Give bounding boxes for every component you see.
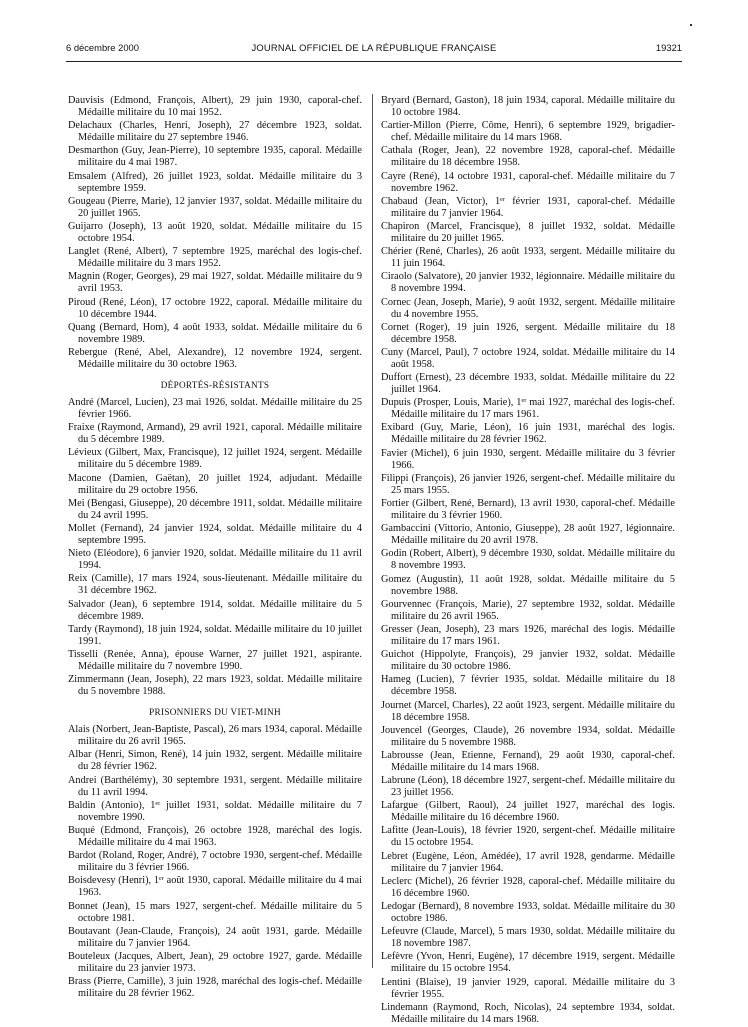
- header-date: 6 décembre 2000: [66, 42, 139, 53]
- list-item: Gresser (Jean, Joseph), 23 mars 1926, maréchal des logis. Médaille militaire du 17 mars 1961.: [381, 623, 675, 647]
- list-item: Chabaud (Jean, Victor), 1ᵉʳ février 1931, caporal-chef. Médaille militaire du 7 janvier 1964.: [381, 195, 675, 219]
- list-item: Godin (Robert, Albert), 9 décembre 1930, soldat. Médaille militaire du 8 novembre 1993.: [381, 548, 675, 572]
- list-item: Gourvennec (François, Marie), 27 septembre 1932, soldat. Médaille militaire du 26 avril 1965.: [381, 598, 675, 622]
- list-item: Dupuis (Prosper, Louis, Marie), 1ᵉʳ mai 1927, maréchal des logis-chef. Médaille militaire du 17 mars 1961.: [381, 397, 675, 421]
- list-item: Quang (Bernard, Hom), 4 août 1933, soldat. Médaille militaire du 6 novembre 1989.: [68, 321, 362, 345]
- list-item: Duffort (Ernest), 23 décembre 1933, soldat. Médaille militaire du 22 juillet 1964.: [381, 372, 675, 396]
- list-item: Jouvencel (Georges, Claude), 26 novembre 1934, soldat. Médaille militaire du 5 novembre 1988.: [381, 724, 675, 748]
- list-item: Fortier (Gilbert, René, Bernard), 13 avril 1930, caporal-chef. Médaille militaire du 3 février 1960.: [381, 498, 675, 522]
- list-item: Hameg (Lucien), 7 février 1935, soldat. Médaille militaire du 18 décembre 1958.: [381, 674, 675, 698]
- list-item: Zimmermann (Jean, Joseph), 22 mars 1923, soldat. Médaille militaire du 5 novembre 1988.: [68, 674, 362, 698]
- list-item: Magnin (Roger, Georges), 29 mai 1927, soldat. Médaille militaire du 9 avril 1953.: [68, 271, 362, 295]
- list-item: Tardy (Raymond), 18 juin 1924, soldat. Médaille militaire du 10 juillet 1991.: [68, 623, 362, 647]
- list-item: Delachaux (Charles, Henri, Joseph), 27 décembre 1923, soldat. Médaille militaire du 27 septembre 1946.: [68, 120, 362, 144]
- list-item: Chapiron (Marcel, Francisque), 8 juillet 1932, soldat. Médaille militaire du 20 juillet 1965.: [381, 220, 675, 244]
- list-item: Langlet (René, Albert), 7 septembre 1925, maréchal des logis-chef. Médaille militaire du 3 mars 1952.: [68, 246, 362, 270]
- list-item: Andrei (Barthélémy), 30 septembre 1931, sergent. Médaille militaire du 11 avril 1994.: [68, 774, 362, 798]
- page-header: [66, 42, 682, 58]
- list-item: Cornec (Jean, Joseph, Marie), 9 août 1932, sergent. Médaille militaire du 4 novembre 1955.: [381, 296, 675, 320]
- list-item: Reix (Camille), 17 mars 1924, sous-lieutenant. Médaille militaire du 31 décembre 1962.: [68, 573, 362, 597]
- list-item: Bonnet (Jean), 15 mars 1927, sergent-chef. Médaille militaire du 5 octobre 1981.: [68, 900, 362, 924]
- scan-speck: [690, 24, 692, 26]
- section-heading-prisonniers: PRISONNIERS DU VIET-MINH: [149, 707, 281, 718]
- list-item: Cathala (Roger, Jean), 22 novembre 1928, caporal-chef. Médaille militaire du 18 décembre 1958.: [381, 145, 675, 169]
- list-item: Emsalem (Alfred), 26 juillet 1923, soldat. Médaille militaire du 3 septembre 1959.: [68, 170, 362, 194]
- list-item: Journet (Marcel, Charles), 22 août 1923, sergent. Médaille militaire du 18 décembre 1958.: [381, 699, 675, 723]
- list-item: Mollet (Fernand), 24 janvier 1924, soldat. Médaille militaire du 4 septembre 1995.: [68, 522, 362, 546]
- list-item: Boisdevesy (Henri), 1ᵉʳ août 1930, caporal. Médaille militaire du 4 mai 1963.: [68, 875, 362, 899]
- list-item: Boutavant (Jean-Claude, François), 24 août 1931, garde. Médaille militaire du 7 janvier 1964.: [68, 925, 362, 949]
- page-number: 19321: [655, 42, 682, 53]
- list-item: André (Marcel, Lucien), 23 mai 1926, soldat. Médaille militaire du 25 février 1966.: [68, 397, 362, 421]
- list-item: Cornet (Roger), 19 juin 1926, sergent. Médaille militaire du 18 décembre 1958.: [381, 321, 675, 345]
- list-item: Labrune (Léon), 18 décembre 1927, sergent-chef. Médaille militaire du 23 juillet 1956.: [381, 775, 676, 799]
- list-item: Salvador (Jean), 6 septembre 1914, soldat. Médaille militaire du 5 décembre 1989.: [68, 598, 362, 622]
- list-item: Piroud (René, Léon), 17 octobre 1922, caporal. Médaille militaire du 10 décembre 1944.: [68, 296, 362, 320]
- list-item: Bryard (Bernard, Gaston), 18 juin 1934, caporal. Médaille militaire du 10 octobre 1984.: [381, 95, 675, 119]
- list-item: Macone (Damien, Gaëtan), 20 juillet 1924, adjudant. Médaille militaire du 29 octobre 1956.: [68, 472, 362, 496]
- list-item: Fraixe (Raymond, Armand), 29 avril 1921, caporal. Médaille militaire du 5 décembre 1989.: [68, 422, 362, 446]
- list-item: Albar (Henri, Simon, René), 14 juin 1932, sergent. Médaille militaire du 28 février 1962.: [68, 749, 362, 773]
- list-item: Cayre (René), 14 octobre 1931, caporal-chef. Médaille militaire du 7 novembre 1962.: [381, 170, 675, 194]
- prisonniers-list: [68, 724, 362, 1000]
- list-item: Mei (Bengasi, Giuseppe), 20 décembre 1911, soldat. Médaille militaire du 24 avril 1995.: [68, 497, 362, 521]
- list-item: Favier (Michel), 6 juin 1930, sergent. Médaille militaire du 3 février 1966.: [381, 447, 675, 471]
- list-item: Lebret (Eugène, Léon, Amédée), 17 avril 1928, gendarme. Médaille militaire du 7 janvier 1964.: [381, 850, 675, 874]
- list-item: Lafitte (Jean-Louis), 18 février 1920, sergent-chef. Médaille militaire du 15 octobre 1954.: [381, 825, 675, 849]
- column-divider: [372, 94, 373, 968]
- list-item: Labrousse (Jean, Etienne, Fernand), 29 août 1930, caporal-chef. Médaille militaire du 14 mars 1968.: [381, 749, 675, 773]
- list-item: Bouteleux (Jacques, Albert, Jean), 29 octobre 1927, garde. Médaille militaire du 23 janvier 1973.: [68, 950, 362, 974]
- list-item: Alais (Norbert, Jean-Baptiste, Pascal), 26 mars 1934, caporal. Médaille militaire du 26 avril 1965.: [68, 724, 362, 748]
- list-item: Guichot (Hippolyte, François), 29 janvier 1932, soldat. Médaille militaire du 30 octobre 1986.: [381, 649, 675, 673]
- list-item: Leclerc (Michel), 26 février 1928, caporal-chef. Médaille militaire du 16 décembre 1960.: [381, 875, 675, 899]
- list-item: Dauvisis (Edmond, François, Albert), 29 juin 1930, caporal-chef. Médaille militaire du 10 mai 1952.: [68, 95, 362, 119]
- header-title: JOURNAL OFFICIEL DE LA RÉPUBLIQUE FRANÇAISE: [251, 42, 497, 53]
- list-item: Exibard (Guy, Marie, Léon), 16 juin 1931, maréchal des logis. Médaille militaire du 28 février 1962.: [381, 422, 675, 446]
- list-item: Cuny (Marcel, Paul), 7 octobre 1924, soldat. Médaille militaire du 14 août 1958.: [381, 346, 675, 370]
- deportes-list: [68, 397, 362, 698]
- list-item: Lefèvre (Yvon, Henri, Eugène), 17 décembre 1919, sergent. Médaille militaire du 15 octobre 1954.: [381, 951, 675, 975]
- left-column: [68, 95, 362, 1001]
- list-item: Ciraolo (Salvatore), 20 janvier 1932, légionnaire. Médaille militaire du 8 novembre 1994.: [381, 271, 675, 295]
- list-item: Bardot (Roland, Roger, André), 7 octobre 1930, sergent-chef. Médaille militaire du 3 février 1966.: [68, 850, 362, 874]
- list-item: Buqué (Edmond, François), 26 octobre 1928, maréchal des logis. Médaille militaire du 4 mai 1963.: [68, 824, 362, 849]
- list-item: Chérier (René, Charles), 26 août 1933, sergent. Médaille militaire du 11 juin 1964.: [381, 246, 675, 270]
- list-item: Lafargue (Gilbert, Raoul), 24 juillet 1927, maréchal des logis. Médaille militaire du 16 décembre 1960.: [381, 800, 675, 824]
- list-item: Desmarthon (Guy, Jean-Pierre), 10 septembre 1935, caporal. Médaille militaire du 4 mai 1987.: [68, 145, 362, 169]
- list-item: Cartier-Millon (Pierre, Côme, Henri), 6 septembre 1929, brigadier-chef. Médaille militaire du 14 mars 1968.: [381, 120, 675, 144]
- list-item: Baldin (Antonio), 1ᵉʳ juillet 1931, soldat. Médaille militaire du 7 novembre 1990.: [68, 799, 362, 823]
- list-item: Nieto (Eléodore), 6 janvier 1920, soldat. Médaille militaire du 11 avril 1994.: [68, 548, 362, 572]
- list-item: Rebergue (René, Abel, Alexandre), 12 novembre 1924, sergent. Médaille militaire du 30 octobre 1963.: [68, 346, 362, 370]
- list-item: Gambaccini (Vittorio, Antonio, Giuseppe), 28 août 1927, légionnaire. Médaille militaire du 20 avril 1978.: [381, 523, 675, 547]
- list-item: Lindemann (Raymond, Roch, Nicolas), 24 septembre 1934, soldat. Médaille militaire du 14 mars 1968.: [381, 1001, 675, 1025]
- list-item: Filippi (François), 26 janvier 1926, sergent-chef. Médaille militaire du 25 mars 1955.: [381, 472, 675, 496]
- section-heading-deportes: DÉPORTÉS-RÉSISTANTS: [160, 379, 270, 390]
- list-item: Brass (Pierre, Camille), 3 juin 1928, maréchal des logis-chef. Médaille militaire du 28 février 1962.: [68, 976, 362, 1000]
- list-item: Tisselli (Renée, Anna), épouse Warner, 27 juillet 1921, aspirante. Médaille militaire du 7 novembre 1990.: [68, 648, 362, 672]
- list-item: Gomez (Augustin), 11 août 1928, soldat. Médaille militaire du 5 novembre 1988.: [381, 573, 675, 597]
- list-item: Lévieux (Gilbert, Max, Francisque), 12 juillet 1924, sergent. Médaille militaire du 5 décembre 1989.: [68, 447, 362, 471]
- list-item: Guijarro (Joseph), 13 août 1920, soldat. Médaille militaire du 15 octobre 1954.: [68, 220, 362, 244]
- header-rule: [66, 61, 682, 62]
- list-item: Lentini (Blaise), 19 janvier 1929, caporal. Médaille militaire du 3 février 1955.: [381, 976, 675, 1000]
- list-item: Lefeuvre (Claude, Marcel), 5 mars 1930, soldat. Médaille militaire du 18 novembre 1987.: [381, 926, 675, 950]
- right-column: [381, 95, 675, 1027]
- intro-list: [68, 95, 362, 371]
- list-item: Gougeau (Pierre, Marie), 12 janvier 1937, soldat. Médaille militaire du 20 juillet 1965.: [68, 195, 362, 219]
- list-item: Ledogar (Bernard), 8 novembre 1933, soldat. Médaille militaire du 30 octobre 1986.: [381, 901, 675, 925]
